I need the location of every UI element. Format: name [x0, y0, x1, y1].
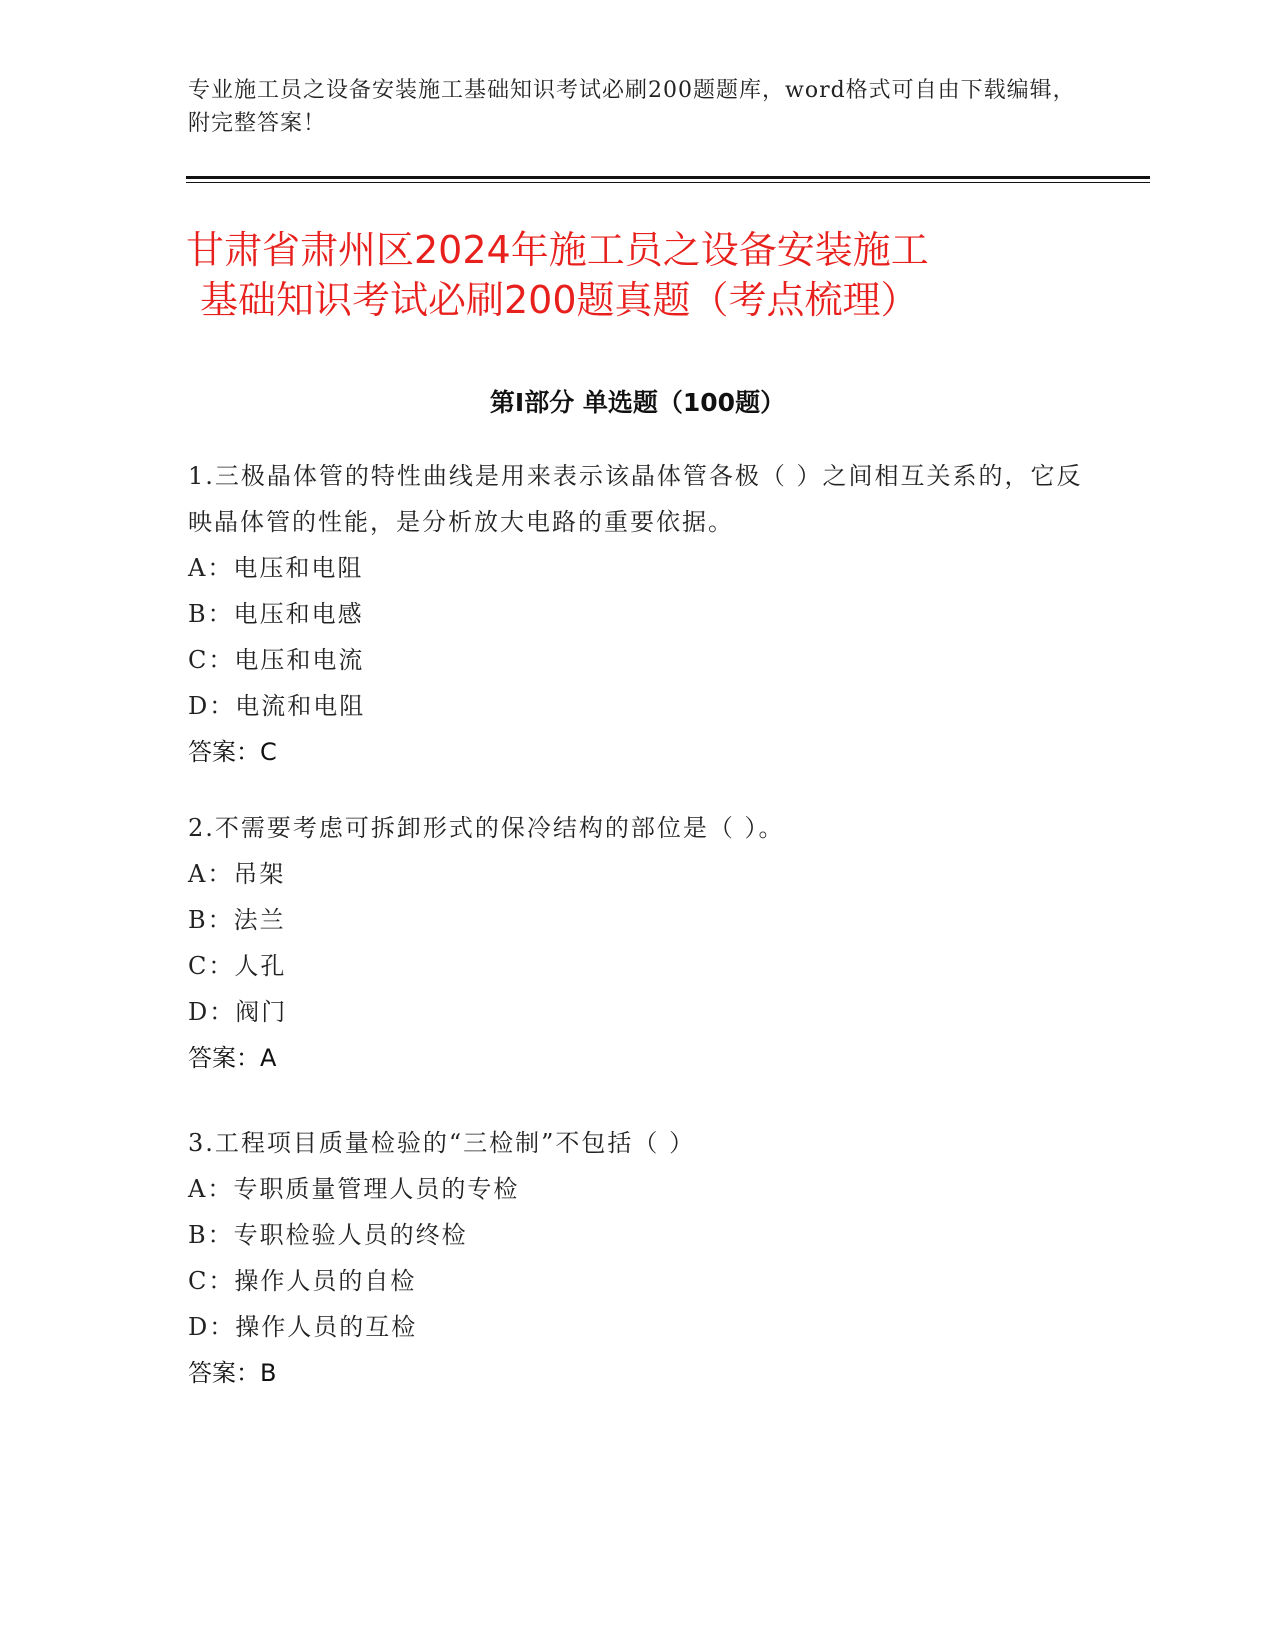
document-title-line2: 基础知识考试必刷200题真题（考点梳理）	[200, 278, 919, 322]
option-d: D：电流和电阻	[188, 692, 366, 720]
header-divider-thick	[186, 176, 1150, 179]
option-c: C：电压和电流	[188, 646, 365, 674]
option-a: A：专职质量管理人员的专检	[188, 1175, 520, 1203]
option-a: A：电压和电阻	[188, 554, 364, 582]
answer: 答案：C	[188, 738, 277, 766]
question-stem: 2.不需要考虑可拆卸形式的保冷结构的部位是（ ）。	[188, 814, 785, 842]
option-b: B：电压和电感	[188, 600, 364, 628]
header-divider-thin	[186, 182, 1150, 183]
document-title-line1: 甘肃省肃州区2024年施工员之设备安装施工	[186, 228, 929, 272]
question-3	[188, 1120, 1088, 1396]
answer: 答案：A	[188, 1044, 277, 1072]
question-stem: 1.三极晶体管的特性曲线是用来表示该晶体管各极（ ）之间相互关系的，它反映晶体管的性能，是分析放大电路的重要依据。	[188, 462, 1083, 536]
document-title	[186, 225, 1086, 325]
question-2	[188, 805, 1088, 1081]
section-heading: 第Ⅰ部分 单选题（100题）	[489, 388, 786, 417]
intro-text: 专业施工员之设备安装施工基础知识考试必刷200题题库，word格式可自由下载编辑，附完整答案！	[188, 78, 1076, 136]
option-c: C：人孔	[188, 952, 287, 980]
option-c: C：操作人员的自检	[188, 1267, 417, 1295]
question-stem: 3.工程项目质量检验的“三检制”不包括（ ）	[188, 1129, 696, 1157]
option-d: D：操作人员的互检	[188, 1313, 418, 1341]
question-1	[188, 453, 1088, 775]
option-d: D：阀门	[188, 998, 288, 1026]
option-a: A：吊架	[188, 860, 286, 888]
answer: 答案：B	[188, 1359, 277, 1387]
option-b: B：专职检验人员的终检	[188, 1221, 468, 1249]
option-b: B：法兰	[188, 906, 286, 934]
